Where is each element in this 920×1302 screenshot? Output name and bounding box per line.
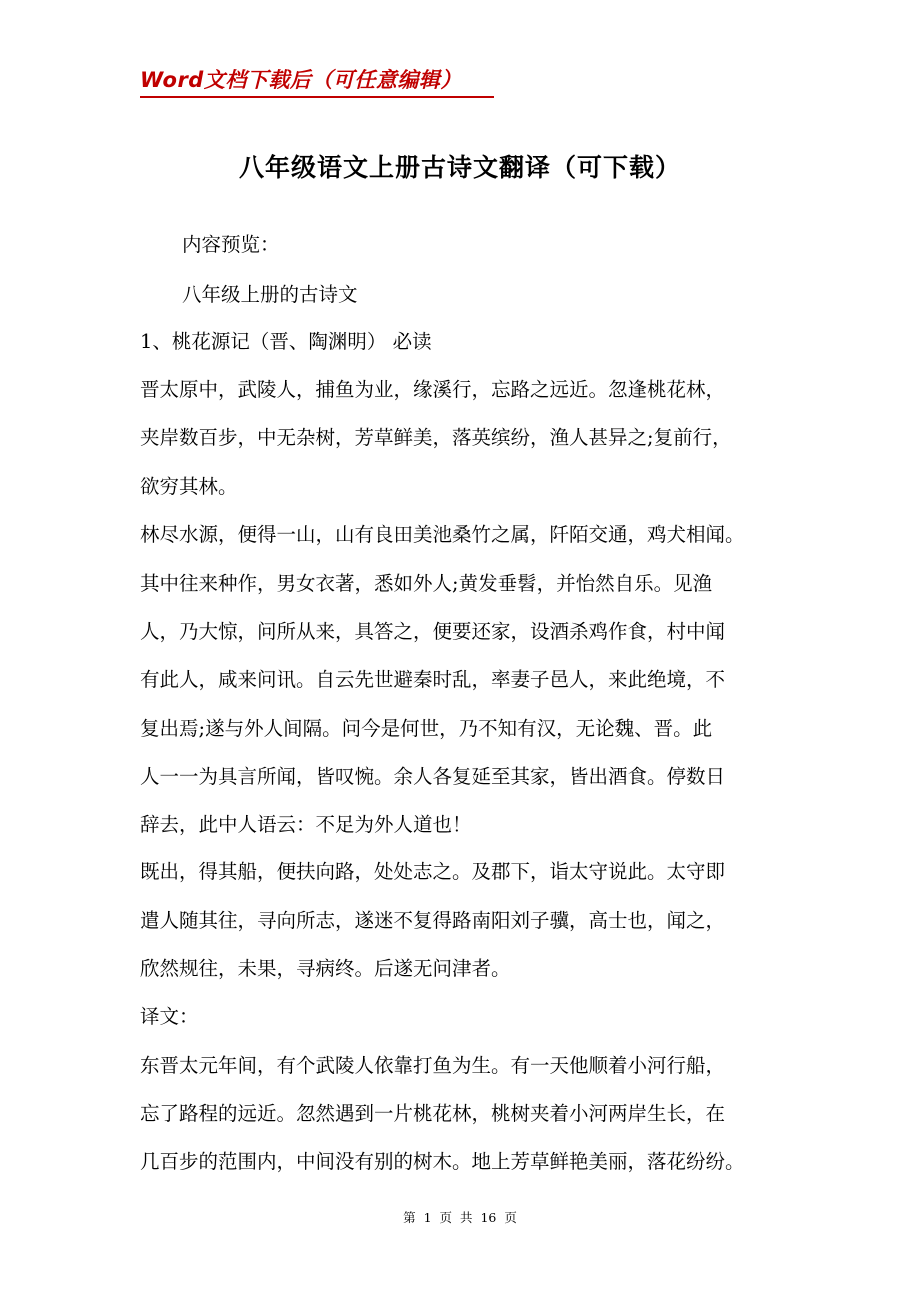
header-banner-text: Word文档下载后（可任意编辑） — [140, 68, 462, 92]
body-line: 林尽水源，便得一山，山有良田美池桑竹之属，阡陌交通，鸡犬相闻。 — [140, 523, 745, 546]
body-line: 人一一为具言所闻，皆叹惋。余人各复延至其家，皆出酒食。停数日 — [140, 765, 726, 788]
body-line: 辞去，此中人语云：不足为外人道也！ — [140, 813, 472, 836]
body-line: 欲穷其林。 — [140, 475, 238, 498]
body-line: 人，乃大惊，问所从来，具答之，便要还家，设酒杀鸡作食，村中闻 — [140, 620, 726, 643]
body-line: 晋太原中，武陵人，捕鱼为业，缘溪行，忘路之远近。忽逢桃花林， — [140, 378, 726, 401]
body-line: 复出焉;遂与外人间隔。问今是何世，乃不知有汉，无论魏、晋。此 — [140, 717, 713, 740]
section-heading: 1、桃花源记（晋、陶渊明） 必读 — [140, 330, 432, 353]
body-line: 既出，得其船，便扶向路，处处志之。及郡下，诣太守说此。太守即 — [140, 860, 726, 883]
body-line: 遣人随其往，寻向所志，遂迷不复得路南阳刘子骥，高士也，闻之， — [140, 909, 726, 932]
body-line: 东晋太元年间，有个武陵人依靠打鱼为生。有一天他顺着小河行船， — [140, 1054, 726, 1077]
document-title: 八年级语文上册古诗文翻译（可下载） — [238, 153, 681, 182]
body-line: 其中往来种作，男女衣著，悉如外人;黄发垂髫，并怡然自乐。见渔 — [140, 572, 713, 595]
body-line: 几百步的范围内，中间没有别的树木。地上芳草鲜艳美丽，落花纷纷。 — [140, 1150, 745, 1173]
body-line: 忘了路程的远近。忽然遇到一片桃花林，桃树夹着小河两岸生长，在 — [140, 1102, 726, 1125]
body-line: 欣然规往，未果，寻病终。后遂无问津者。 — [140, 957, 511, 980]
body-line: 八年级上册的古诗文 — [182, 283, 358, 306]
section-heading: 译文： — [140, 1005, 199, 1028]
body-line: 夹岸数百步，中无杂树，芳草鲜美，落英缤纷，渔人甚异之;复前行， — [140, 426, 732, 449]
page-number-footer: 第 1 页 共 16 页 — [403, 1210, 517, 1225]
body-line: 有此人，咸来问讯。自云先世避秦时乱，率妻子邑人，来此绝境，不 — [140, 668, 726, 691]
body-line: 内容预览： — [182, 233, 280, 256]
header-banner — [140, 62, 494, 98]
